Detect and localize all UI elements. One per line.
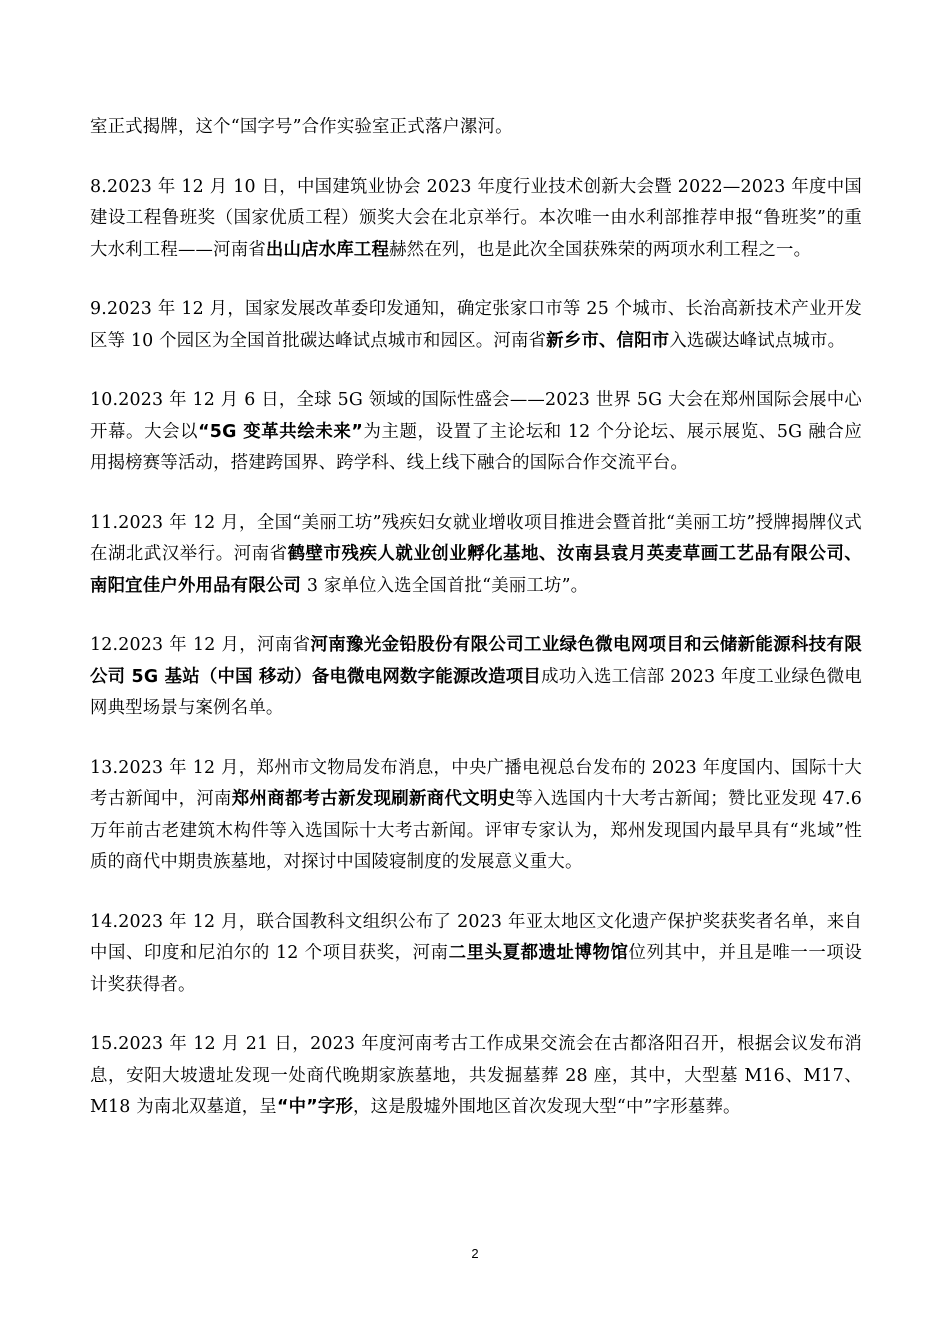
paragraph-item-12: 12.2023 年 12 月，河南省河南豫光金铅股份有限公司工业绿色微电网项目和云储新能源科技有限公司 5G 基站（中国 移动）备电微电网数字能源改造项目成功入选工信部 2023 年度工业绿色微电网典型场景与案例名单。	[90, 635, 863, 718]
highlight-text: 鹤壁市残疾人就业创业孵化基地、汝南县袁月英麦草画工艺品有限公司、南阳宜佳户外用品有限公司	[90, 544, 863, 596]
paragraph-item-8: 8.2023 年 12 月 10 日，中国建筑业协会 2023 年度行业技术创新大会暨 2022—2023 年度中国建设工程鲁班奖（国家优质工程）颁奖大会在北京举行。本次唯一由水利部推荐申报“鲁班奖”的重大水利工程——河南省出山店水库工程赫然在列，也是此次全国获殊荣的两项水利工程之一。	[90, 176, 862, 260]
paragraph-item-14: 14.2023 年 12 月，联合国教科文组织公布了 2023 年亚太地区文化遗产保护奖获奖者名单，来自中国、印度和尼泊尔的 12 个项目获奖，河南二里头夏都遗址博物馆位列其中，并且是唯一一项设计奖获得者。	[90, 911, 862, 995]
paragraph-item-11: 11.2023 年 12 月，全国“美丽工坊”残疾妇女就业增收项目推进会暨首批“美丽工坊”授牌揭牌仪式在湖北武汉举行。河南省鹤壁市残疾人就业创业孵化基地、汝南县袁月英麦草画工艺品有限公司、南阳宜佳户外用品有限公司 3 家单位入选全国首批“美丽工坊”。	[90, 512, 863, 596]
highlight-text: 出山店水库工程	[265, 239, 390, 260]
paragraph-item-13: 13.2023 年 12 月，郑州市文物局发布消息，中央广播电视总台发布的 2023 年度国内、国际十大考古新闻中，河南郑州商都考古新发现刷新商代文明史等入选国内十大考古新闻；赞比亚发现 47.6 万年前古老建筑木构件等入选国际十大考古新闻。评审专家认为，郑州发现国内最早具有“兆域”性质的商代中期贵族墓地，对探讨中国陵寝制度的发展意义重大。	[90, 757, 862, 872]
paragraph-item-10: 10.2023 年 12 月 6 日，全球 5G 领域的国际性盛会——2023 世界 5G 大会在郑州国际会展中心开幕。大会以“5G 变革共绘未来”为主题，设置了主论坛和 12 个分论坛、展示展览、5G 融合应用揭榜赛等活动，搭建跨国界、跨学科、线上线下融合的国际合作交流平台。	[90, 390, 862, 473]
paragraph-item-9: 9.2023 年 12 月，国家发展改革委印发通知，确定张家口市等 25 个城市、长治高新技术产业开发区等 10 个园区为全国首批碳达峰试点城市和园区。河南省新乡市、信阳市入选碳达峰试点城市。	[90, 299, 862, 351]
highlight-text: “5G 变革共绘未来”	[198, 421, 364, 442]
highlight-text: 二里头夏都遗址博物馆	[448, 943, 629, 963]
page-number: 2	[471, 1246, 479, 1261]
highlight-text: 新乡市、信阳市	[546, 330, 670, 351]
highlight-text: “中”字形	[277, 1097, 354, 1117]
highlight-text: 郑州商都考古新发现刷新商代文明史	[231, 789, 516, 809]
highlight-text: 河南豫光金铅股份有限公司工业绿色微电网项目和云储新能源科技有限公司 5G 基站（中国 移动）备电微电网数字能源改造项目	[90, 635, 862, 687]
document-body	[90, 112, 862, 1152]
paragraph-continuation: 室正式揭牌，这个“国字号”合作实验室正式落户漯河。	[90, 117, 513, 137]
paragraph-item-15: 15.2023 年 12 月 21 日，2023 年度河南考古工作成果交流会在古都洛阳召开，根据会议发布消息，安阳大坡遗址发现一处商代晚期家族墓地，共发掘墓葬 28 座，其中，大型墓 M16、M17、M18 为南北双墓道，呈“中”字形，这是殷墟外围地区首次发现大型“中”字形墓葬。	[90, 1034, 862, 1117]
